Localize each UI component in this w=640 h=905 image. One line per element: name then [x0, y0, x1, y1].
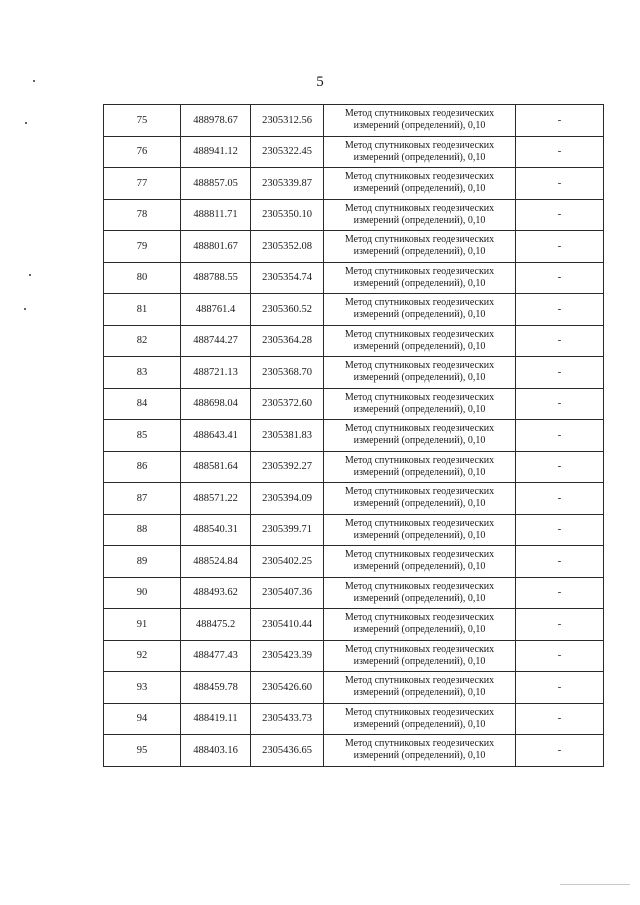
- coord-y: 2305392.27: [251, 451, 324, 483]
- dash-cell: -: [516, 199, 604, 231]
- coord-x: 488493.62: [181, 577, 251, 609]
- dash-cell: -: [516, 672, 604, 704]
- point-number: 91: [104, 609, 181, 641]
- dash-cell: -: [516, 388, 604, 420]
- dash-cell: -: [516, 420, 604, 452]
- coord-x: 488540.31: [181, 514, 251, 546]
- coord-x: 488801.67: [181, 231, 251, 263]
- method-line-2: измерений (определений), 0,10: [353, 151, 486, 163]
- point-number: 86: [104, 451, 181, 483]
- point-number: 75: [104, 105, 181, 137]
- page-number: 5: [316, 74, 324, 90]
- method-line-1: Метод спутниковых геодезических: [344, 391, 495, 403]
- method-line-1: Метод спутниковых геодезических: [344, 517, 495, 529]
- method-line-2: измерений (определений), 0,10: [353, 372, 486, 384]
- point-number: 95: [104, 735, 181, 767]
- method-line-1: Метод спутниковых геодезических: [344, 549, 495, 561]
- point-number: 81: [104, 294, 181, 326]
- dash-cell: -: [516, 325, 604, 357]
- method-cell: [324, 735, 516, 767]
- method-line-1: Метод спутниковых геодезических: [344, 171, 495, 183]
- method-line-1: Метод спутниковых геодезических: [344, 108, 495, 120]
- coord-y: 2305350.10: [251, 199, 324, 231]
- method-cell: [324, 640, 516, 672]
- coord-x: 488403.16: [181, 735, 251, 767]
- method-cell: [324, 325, 516, 357]
- method-cell: [324, 136, 516, 168]
- method-line-1: Метод спутниковых геодезических: [344, 612, 495, 624]
- method-line-1: Метод спутниковых геодезических: [344, 675, 495, 687]
- table-row: [104, 199, 604, 231]
- method-line-2: измерений (определений), 0,10: [353, 183, 486, 195]
- coord-x: 488459.78: [181, 672, 251, 704]
- method-cell: [324, 199, 516, 231]
- table-row: [104, 168, 604, 200]
- table-row: [104, 136, 604, 168]
- coordinates-table: [103, 104, 604, 767]
- coord-y: 2305322.45: [251, 136, 324, 168]
- point-number: 77: [104, 168, 181, 200]
- method-line-1: Метод спутниковых геодезических: [344, 139, 495, 151]
- dash-cell: -: [516, 577, 604, 609]
- point-number: 78: [104, 199, 181, 231]
- point-number: 80: [104, 262, 181, 294]
- coord-x: 488524.84: [181, 546, 251, 578]
- coord-x: 488788.55: [181, 262, 251, 294]
- point-number: 92: [104, 640, 181, 672]
- method-line-2: измерений (определений), 0,10: [353, 655, 486, 667]
- coord-x: 488761.4: [181, 294, 251, 326]
- point-number: 89: [104, 546, 181, 578]
- coord-y: 2305423.39: [251, 640, 324, 672]
- point-number: 90: [104, 577, 181, 609]
- point-number: 83: [104, 357, 181, 389]
- table-body: [104, 105, 604, 767]
- coord-x: 488475.2: [181, 609, 251, 641]
- method-line-2: измерений (определений), 0,10: [353, 277, 486, 289]
- method-cell: [324, 105, 516, 137]
- dash-cell: -: [516, 231, 604, 263]
- dash-cell: -: [516, 546, 604, 578]
- coord-y: 2305354.74: [251, 262, 324, 294]
- dash-cell: -: [516, 483, 604, 515]
- coord-x: 488941.12: [181, 136, 251, 168]
- coord-y: 2305352.08: [251, 231, 324, 263]
- scan-dot: [33, 80, 35, 82]
- point-number: 76: [104, 136, 181, 168]
- table-row: [104, 451, 604, 483]
- dash-cell: -: [516, 105, 604, 137]
- dash-cell: -: [516, 451, 604, 483]
- coord-x: 488744.27: [181, 325, 251, 357]
- table-row: [104, 703, 604, 735]
- method-cell: [324, 231, 516, 263]
- point-number: 84: [104, 388, 181, 420]
- coord-x: 488419.11: [181, 703, 251, 735]
- dash-cell: -: [516, 735, 604, 767]
- method-line-2: измерений (определений), 0,10: [353, 403, 486, 415]
- method-line-2: измерений (определений), 0,10: [353, 529, 486, 541]
- coord-x: 488698.04: [181, 388, 251, 420]
- table-row: [104, 609, 604, 641]
- table-row: [104, 577, 604, 609]
- method-cell: [324, 514, 516, 546]
- method-cell: [324, 546, 516, 578]
- table-row: [104, 640, 604, 672]
- method-line-2: измерений (определений), 0,10: [353, 687, 486, 699]
- method-cell: [324, 420, 516, 452]
- scan-dot: [29, 274, 31, 276]
- coord-y: 2305368.70: [251, 357, 324, 389]
- method-line-2: измерений (определений), 0,10: [353, 120, 486, 132]
- method-line-1: Метод спутниковых геодезических: [344, 454, 495, 466]
- method-line-2: измерений (определений), 0,10: [353, 466, 486, 478]
- coord-y: 2305399.71: [251, 514, 324, 546]
- dash-cell: -: [516, 609, 604, 641]
- point-number: 87: [104, 483, 181, 515]
- method-cell: [324, 703, 516, 735]
- table-row: [104, 294, 604, 326]
- point-number: 82: [104, 325, 181, 357]
- coord-y: 2305394.09: [251, 483, 324, 515]
- method-line-2: измерений (определений), 0,10: [353, 561, 486, 573]
- coord-x: 488581.64: [181, 451, 251, 483]
- coord-y: 2305381.83: [251, 420, 324, 452]
- method-cell: [324, 168, 516, 200]
- method-line-2: измерений (определений), 0,10: [353, 624, 486, 636]
- table-row: [104, 388, 604, 420]
- method-cell: [324, 294, 516, 326]
- method-cell: [324, 357, 516, 389]
- scan-dot: [24, 308, 26, 310]
- method-line-2: измерений (определений), 0,10: [353, 435, 486, 447]
- coord-y: 2305426.60: [251, 672, 324, 704]
- coord-y: 2305436.65: [251, 735, 324, 767]
- point-number: 94: [104, 703, 181, 735]
- table-row: [104, 105, 604, 137]
- coord-x: 488643.41: [181, 420, 251, 452]
- method-line-2: измерений (определений), 0,10: [353, 246, 486, 258]
- method-cell: [324, 262, 516, 294]
- coord-x: 488857.05: [181, 168, 251, 200]
- point-number: 88: [104, 514, 181, 546]
- method-line-1: Метод спутниковых геодезических: [344, 265, 495, 277]
- dash-cell: -: [516, 514, 604, 546]
- method-line-2: измерений (определений), 0,10: [353, 340, 486, 352]
- method-cell: [324, 577, 516, 609]
- coord-x: 488571.22: [181, 483, 251, 515]
- method-line-1: Метод спутниковых геодезических: [344, 706, 495, 718]
- coord-y: 2305402.25: [251, 546, 324, 578]
- coord-y: 2305360.52: [251, 294, 324, 326]
- table-row: [104, 420, 604, 452]
- coord-y: 2305407.36: [251, 577, 324, 609]
- scan-line: [560, 884, 630, 885]
- table-row: [104, 325, 604, 357]
- method-line-1: Метод спутниковых геодезических: [344, 297, 495, 309]
- method-line-1: Метод спутниковых геодезических: [344, 580, 495, 592]
- method-cell: [324, 388, 516, 420]
- table-row: [104, 672, 604, 704]
- dash-cell: -: [516, 262, 604, 294]
- coord-x: 488978.67: [181, 105, 251, 137]
- scan-dot: [25, 122, 27, 124]
- method-line-2: измерений (определений), 0,10: [353, 498, 486, 510]
- method-line-1: Метод спутниковых геодезических: [344, 360, 495, 372]
- method-line-1: Метод спутниковых геодезических: [344, 328, 495, 340]
- point-number: 79: [104, 231, 181, 263]
- method-line-1: Метод спутниковых геодезических: [344, 423, 495, 435]
- table-row: [104, 546, 604, 578]
- coord-y: 2305372.60: [251, 388, 324, 420]
- dash-cell: -: [516, 136, 604, 168]
- dash-cell: -: [516, 357, 604, 389]
- method-line-2: измерений (определений), 0,10: [353, 718, 486, 730]
- method-line-2: измерений (определений), 0,10: [353, 592, 486, 604]
- method-line-2: измерений (определений), 0,10: [353, 309, 486, 321]
- coord-y: 2305433.73: [251, 703, 324, 735]
- method-line-1: Метод спутниковых геодезических: [344, 643, 495, 655]
- coord-y: 2305339.87: [251, 168, 324, 200]
- table-row: [104, 357, 604, 389]
- coord-y: 2305410.44: [251, 609, 324, 641]
- method-cell: [324, 451, 516, 483]
- dash-cell: -: [516, 703, 604, 735]
- point-number: 85: [104, 420, 181, 452]
- method-cell: [324, 672, 516, 704]
- dash-cell: -: [516, 294, 604, 326]
- method-line-1: Метод спутниковых геодезических: [344, 234, 495, 246]
- table-row: [104, 514, 604, 546]
- dash-cell: -: [516, 168, 604, 200]
- method-line-1: Метод спутниковых геодезических: [344, 202, 495, 214]
- method-cell: [324, 483, 516, 515]
- coord-y: 2305312.56: [251, 105, 324, 137]
- table-row: [104, 735, 604, 767]
- method-line-1: Метод спутниковых геодезических: [344, 738, 495, 750]
- coord-x: 488477.43: [181, 640, 251, 672]
- coord-x: 488811.71: [181, 199, 251, 231]
- point-number: 93: [104, 672, 181, 704]
- method-cell: [324, 609, 516, 641]
- method-line-1: Метод спутниковых геодезических: [344, 486, 495, 498]
- table-row: [104, 262, 604, 294]
- table-row: [104, 483, 604, 515]
- table-row: [104, 231, 604, 263]
- method-line-2: измерений (определений), 0,10: [353, 214, 486, 226]
- dash-cell: -: [516, 640, 604, 672]
- coord-x: 488721.13: [181, 357, 251, 389]
- method-line-2: измерений (определений), 0,10: [353, 750, 486, 762]
- coord-y: 2305364.28: [251, 325, 324, 357]
